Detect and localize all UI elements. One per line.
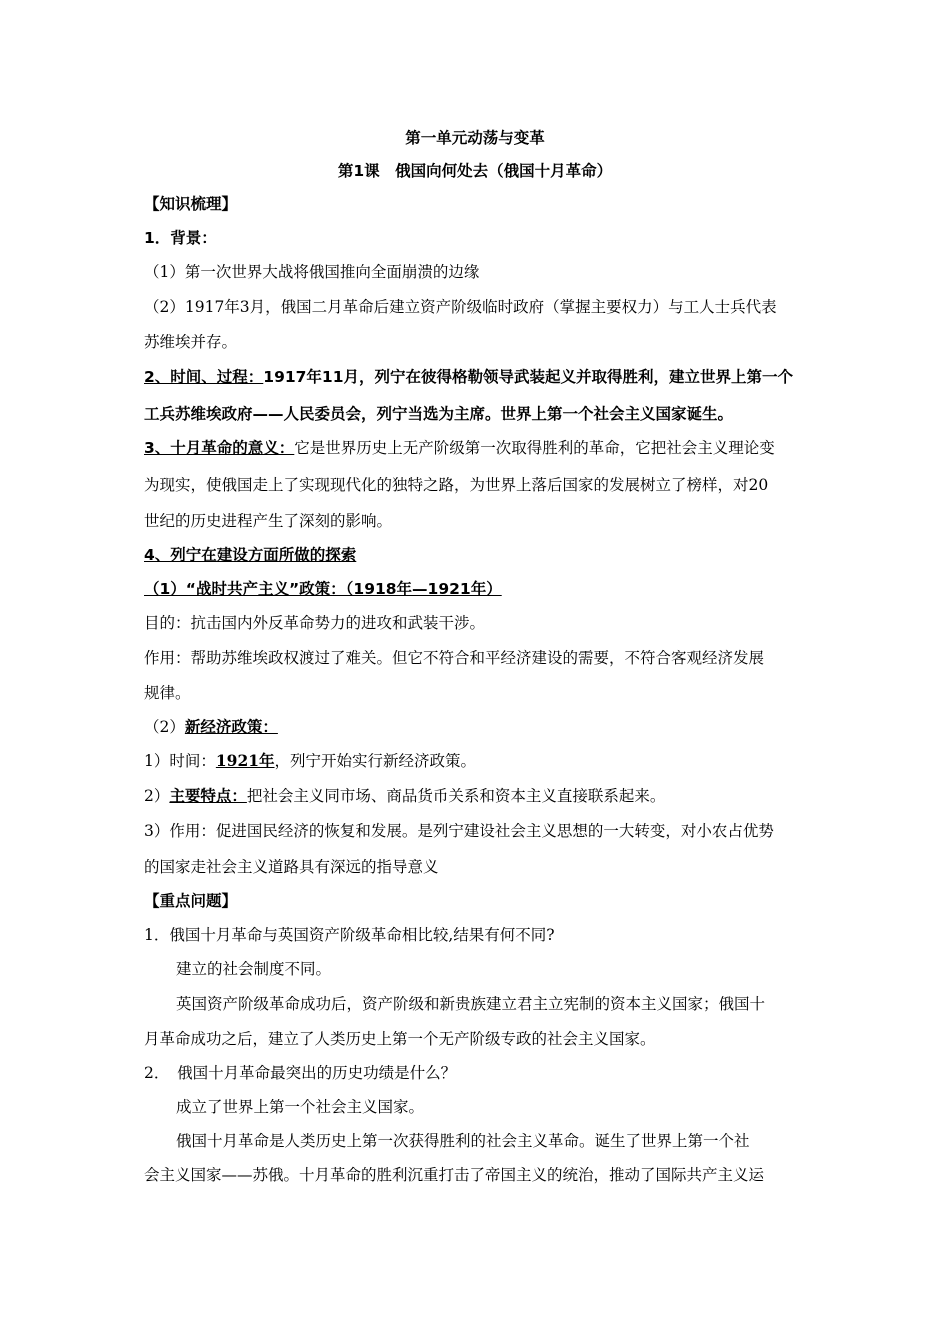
nep-time-prefix: 1）时间： xyxy=(144,752,216,770)
war-communism-heading: （1）“战时共产主义”政策：（1918年—1921年） xyxy=(144,580,502,598)
question-2: 2． 俄国十月革命最突出的历史功绩是什么？ xyxy=(144,1064,457,1082)
nep-features-rest: 把社会主义同市场、商品货币关系和资本主义直接联系起来。 xyxy=(246,787,666,805)
nep-time-year: 1921年 xyxy=(215,751,275,770)
nep-effect-line-1: 3）作用：促进国民经济的恢复和发展。是列宁建设社会主义思想的一大转变，对小农占优势 xyxy=(144,822,774,840)
section-heading-knowledge: 【知识梳理】 xyxy=(144,195,238,213)
nep-time-rest: ，列宁开始实行新经济政策。 xyxy=(274,752,477,770)
nep-heading-prefix: （2） xyxy=(144,718,185,736)
question-1-answer-2-line-1: 英国资产阶级革命成功后，资产阶级和新贵族建立君主立宪制的资本主义国家；俄国十 xyxy=(176,995,766,1013)
significance-label: 3、十月革命的意义： xyxy=(144,439,295,457)
significance-paragraph-line-3: 世纪的历史进程产生了深刻的影响。 xyxy=(144,512,393,530)
background-heading: 1．背景： xyxy=(144,229,217,247)
background-item-2-line-1: （2）1917年3月，俄国二月革命后建立资产阶级临时政府（掌握主要权力）与工人士兵代表 xyxy=(144,298,777,316)
process-text: 1917年11月，列宁在彼得格勒领导武装起义并取得胜利，建立世界上第一个 xyxy=(263,368,794,386)
nep-heading xyxy=(144,717,278,737)
unit-title: 第一单元动荡与变革 xyxy=(405,129,545,147)
war-communism-purpose: 目的：抗击国内外反革命势力的进攻和武装干涉。 xyxy=(144,614,486,632)
significance-text: 它是世界历史上无产阶级第一次取得胜利的革命，它把社会主义理论变 xyxy=(294,439,775,457)
nep-effect-line-2: 的国家走社会主义道路具有深远的指导意义 xyxy=(144,858,439,876)
lesson-title: 第1课 俄国向何处去（俄国十月革命） xyxy=(337,162,613,180)
nep-features-prefix: 2） xyxy=(144,787,170,805)
section-heading-key-questions: 【重点问题】 xyxy=(144,892,238,910)
nep-time xyxy=(144,751,476,771)
question-2-answer-2-line-2: 会主义国家——苏俄。十月革命的胜利沉重打击了帝国主义的统治，推动了国际共产主义运 xyxy=(144,1166,765,1184)
nep-heading-label: 新经济政策： xyxy=(184,718,278,736)
process-label: 2、时间、过程： xyxy=(144,368,264,386)
question-1-answer-1: 建立的社会制度不同。 xyxy=(176,960,332,978)
nep-features-label: 主要特点： xyxy=(169,787,247,805)
nep-features xyxy=(144,786,665,806)
background-item-2-line-2: 苏维埃并存。 xyxy=(144,333,238,351)
question-2-answer-1: 成立了世界上第一个社会主义国家。 xyxy=(176,1098,425,1116)
question-2-answer-2-line-1: 俄国十月革命是人类历史上第一次获得胜利的社会主义革命。诞生了世界上第一个社 xyxy=(176,1132,750,1150)
background-item-1: （1）第一次世界大战将俄国推向全面崩溃的边缘 xyxy=(144,263,480,281)
process-paragraph-line-1 xyxy=(144,367,793,387)
significance-paragraph-line-1 xyxy=(144,438,775,458)
war-communism-effect-line-1: 作用：帮助苏维埃政权渡过了难关。但它不符合和平经济建设的需要，不符合客观经济发展 xyxy=(144,649,765,667)
war-communism-effect-line-2: 规律。 xyxy=(144,684,191,702)
significance-paragraph-line-2: 为现实，使俄国走上了实现现代化的独特之路，为世界上落后国家的发展树立了榜样，对20 xyxy=(144,476,769,494)
exploration-heading: 4、列宁在建设方面所做的探索 xyxy=(144,546,357,564)
process-paragraph-line-2: 工兵苏维埃政府——人民委员会，列宁当选为主席。世界上第一个社会主义国家诞生。 xyxy=(144,405,734,423)
question-1: 1．俄国十月革命与英国资产阶级革命相比较,结果有何不同? xyxy=(144,926,555,944)
question-1-answer-2-line-2: 月革命成功之后，建立了人类历史上第一个无产阶级专政的社会主义国家。 xyxy=(144,1030,656,1048)
